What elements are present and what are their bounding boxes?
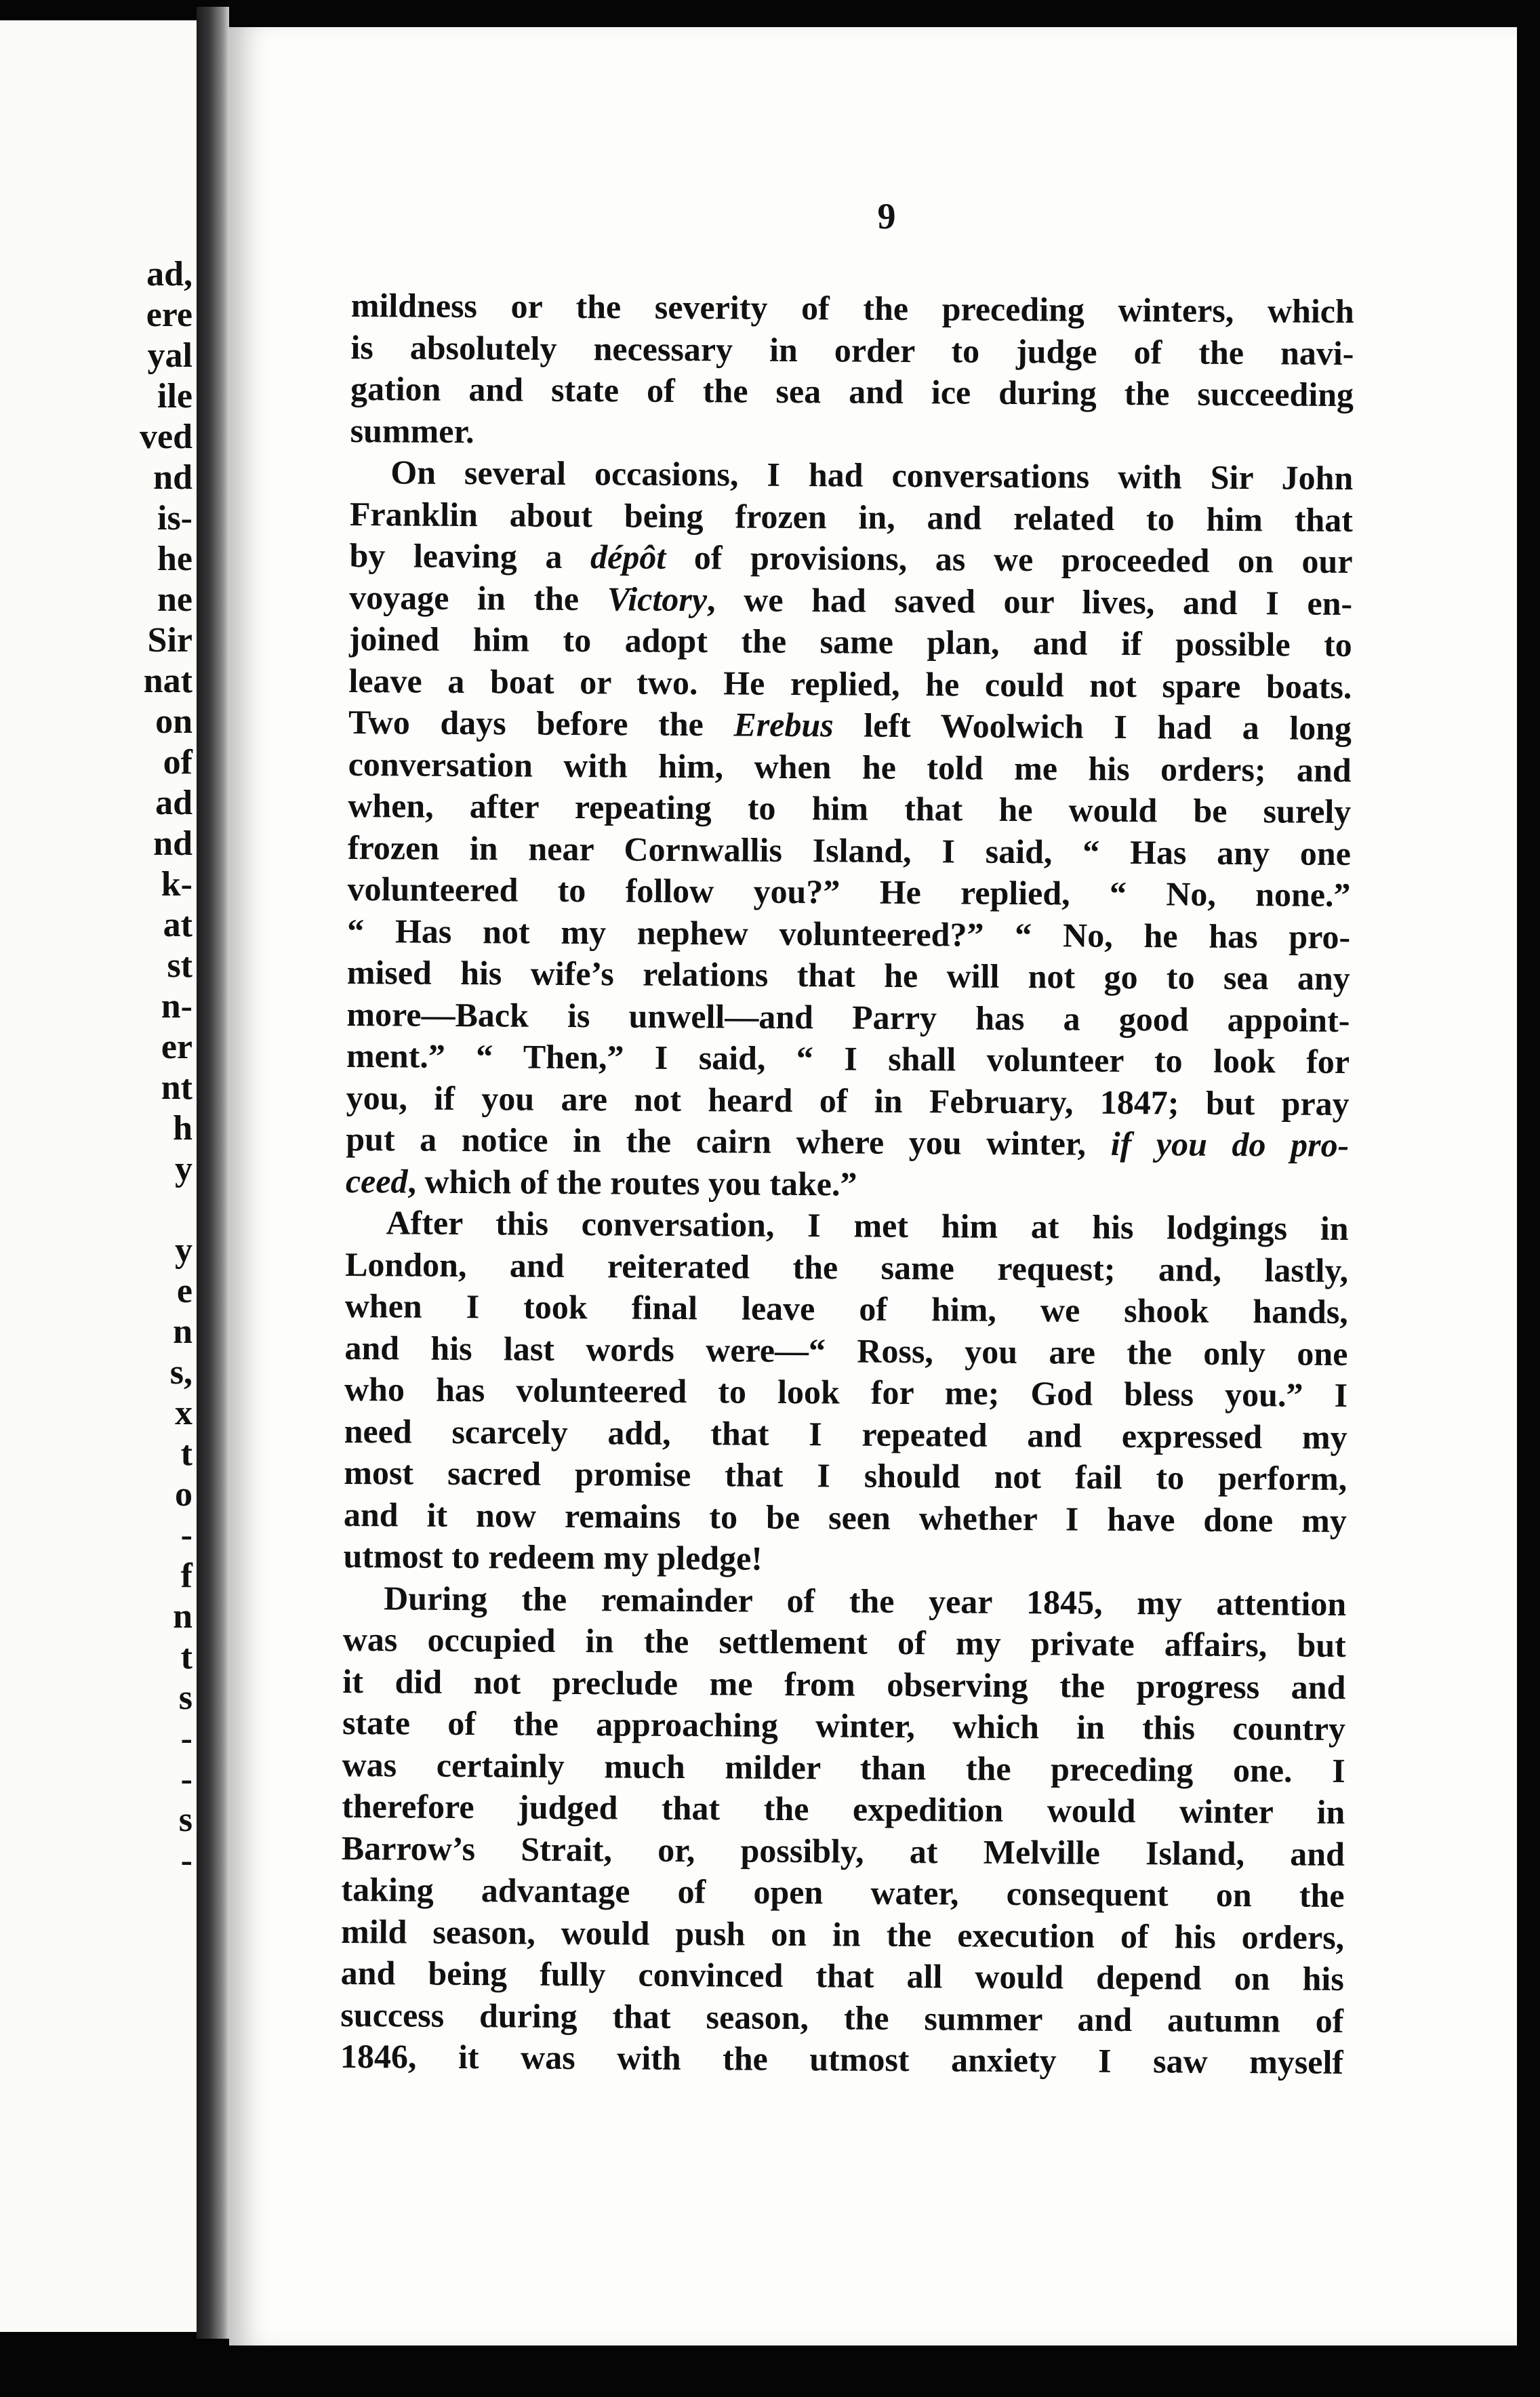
text-line bbox=[347, 910, 1350, 958]
text-line bbox=[342, 1702, 1345, 1750]
text-line bbox=[350, 493, 1353, 541]
facing-page-fragment: e bbox=[176, 1272, 192, 1310]
text-line bbox=[342, 1660, 1345, 1708]
text-line bbox=[346, 993, 1350, 1041]
facing-page-fragment: y bbox=[175, 1231, 192, 1270]
text-segment: joined him to adopt the same plan, and if possible to bbox=[348, 619, 1352, 664]
facing-page-fragment: - bbox=[180, 1760, 192, 1798]
text-segment: volunteered to follow you?” He replied, “ No, none.” bbox=[347, 869, 1351, 914]
facing-page-fragment: nat bbox=[143, 662, 192, 700]
text-segment: , we had saved our lives, and I en- bbox=[706, 580, 1353, 622]
text-line bbox=[350, 451, 1353, 500]
facing-page-fragment: o bbox=[175, 1475, 192, 1514]
facing-page-fragment: s, bbox=[169, 1353, 192, 1392]
text-line bbox=[345, 1243, 1348, 1291]
facing-page-fragment: s bbox=[178, 1678, 192, 1717]
italic-text: Erebus bbox=[733, 705, 834, 744]
text-line bbox=[350, 326, 1354, 374]
facing-page-fragment: t bbox=[180, 1638, 192, 1676]
facing-page-fragment: yal bbox=[147, 336, 192, 375]
text-segment: leave a boat or two. He replied, he could not spare boats. bbox=[348, 661, 1352, 706]
text-segment: London, and reiterated the same request; and, lastly, bbox=[345, 1245, 1349, 1289]
facing-page-fragment: k- bbox=[161, 865, 192, 904]
facing-page-fragment: ved bbox=[140, 418, 192, 456]
italic-text: if you do pro- bbox=[1110, 1124, 1350, 1165]
text-line bbox=[340, 1994, 1343, 2042]
italic-text: ceed bbox=[345, 1161, 408, 1201]
facing-page-fragment: n- bbox=[161, 987, 192, 1026]
text-line bbox=[344, 1327, 1348, 1375]
text-segment: conversation with him, when he told me his orders; and bbox=[348, 744, 1352, 789]
book-gutter bbox=[197, 7, 229, 2339]
text-segment: taking advantage of open water, consequent on the bbox=[341, 1870, 1345, 1914]
text-line bbox=[343, 1577, 1346, 1625]
text-line bbox=[344, 1410, 1347, 1458]
text-line bbox=[347, 868, 1350, 916]
italic-text: dépôt bbox=[590, 538, 666, 576]
text-segment: Barrow’s Strait, or, possibly, at Melville Island, and bbox=[341, 1828, 1345, 1873]
facing-page-fragment: nt bbox=[161, 1068, 192, 1107]
text-segment: 1846, it was with the utmost anxiety I saw myself bbox=[340, 2036, 1344, 2081]
facing-page-text-fragments bbox=[115, 254, 197, 1881]
text-line bbox=[348, 660, 1352, 708]
text-segment: mised his wife’s relations that he will not go to sea any bbox=[346, 952, 1350, 998]
text-line bbox=[349, 618, 1352, 666]
text-line bbox=[341, 1910, 1344, 1958]
text-segment: gation and state of the sea and ice during the succeeding bbox=[350, 369, 1354, 414]
text-line bbox=[346, 1076, 1349, 1125]
text-segment: mildness or the severity of the preceding winters, which bbox=[350, 285, 1354, 331]
text-segment: utmost to redeem my pledge! bbox=[343, 1536, 763, 1577]
text-line bbox=[344, 1452, 1347, 1500]
book-page bbox=[229, 27, 1517, 2345]
text-segment: , which of the routes you take.” bbox=[407, 1162, 857, 1203]
text-segment: During the remainder of the year 1845, my attention bbox=[383, 1578, 1347, 1623]
text-line bbox=[343, 1535, 1346, 1584]
facing-page-fragment bbox=[115, 1190, 197, 1230]
text-segment: more—Back is unwell—and Parry has a good appoint- bbox=[346, 994, 1350, 1039]
text-segment: was occupied in the settlement of my private affairs, but bbox=[342, 1619, 1346, 1665]
text-line bbox=[342, 1786, 1345, 1834]
text-segment: when, after repeating to him that he would be surely bbox=[348, 786, 1352, 831]
text-segment: you, if you are not heard of in February, 1847; but pray bbox=[346, 1078, 1350, 1123]
facing-page-fragment: Sir bbox=[147, 621, 192, 660]
page-body-text bbox=[340, 285, 1354, 2083]
facing-page-fragment: at bbox=[163, 906, 192, 944]
facing-page-fragment: y bbox=[175, 1150, 192, 1188]
text-segment: when I took final leave of him, we shook hands, bbox=[344, 1286, 1348, 1331]
facing-page-fragment: st bbox=[167, 946, 192, 985]
text-segment: was certainly much milder than the preceding one. I bbox=[342, 1745, 1345, 1790]
text-line bbox=[349, 535, 1352, 583]
text-segment: “ Has not my nephew volunteered?” “ No, he has pro- bbox=[347, 911, 1351, 956]
text-segment: and it now remains to be seen whether I have done my bbox=[343, 1495, 1348, 1539]
facing-page-fragment: nd bbox=[153, 458, 192, 497]
italic-text: Victory bbox=[607, 579, 708, 618]
text-line bbox=[345, 1202, 1348, 1250]
text-line bbox=[344, 1369, 1348, 1417]
text-line bbox=[346, 1119, 1349, 1167]
facing-page-fragment: n bbox=[173, 1597, 192, 1636]
facing-page-fragment: he bbox=[157, 540, 192, 578]
text-line bbox=[343, 1619, 1346, 1667]
page-number: 9 bbox=[877, 196, 896, 237]
facing-page-fragment: on bbox=[155, 702, 192, 741]
text-segment: left Woolwich I had a long bbox=[833, 706, 1352, 748]
facing-page-fragment: t bbox=[180, 1434, 192, 1473]
text-line bbox=[342, 1827, 1345, 1875]
text-line bbox=[341, 1952, 1344, 2000]
text-segment: On several occasions, I had conversations with Sir John bbox=[390, 453, 1354, 498]
text-segment: and being fully convinced that all would depend on his bbox=[340, 1953, 1344, 1998]
text-segment: ment.” “ Then,” I said, “ I shall volunteer to look for bbox=[346, 1036, 1350, 1081]
facing-page bbox=[0, 20, 197, 2332]
text-segment: it did not preclude me from observing the progress and bbox=[342, 1661, 1346, 1706]
text-segment: who has volunteered to look for me; God bless you.” I bbox=[344, 1369, 1348, 1415]
facing-page-fragment: ne bbox=[157, 580, 192, 619]
text-line bbox=[349, 576, 1352, 624]
text-line bbox=[342, 1744, 1345, 1792]
text-segment: need scarcely add, that I repeated and expressed my bbox=[344, 1411, 1348, 1456]
text-segment: After this conversation, I met him at his lodgings in bbox=[386, 1203, 1349, 1248]
facing-page-fragment: nd bbox=[153, 824, 192, 863]
text-line bbox=[348, 785, 1351, 833]
facing-page-fragment: ad bbox=[155, 784, 192, 822]
text-segment: of provisions, as we proceeded on our bbox=[666, 538, 1353, 581]
facing-page-fragment: ile bbox=[157, 377, 192, 416]
facing-page-fragment: is- bbox=[157, 499, 192, 538]
text-segment: put a notice in the cairn where you winter, bbox=[346, 1119, 1111, 1163]
facing-page-fragment: h bbox=[173, 1109, 192, 1148]
text-line bbox=[341, 1869, 1344, 1917]
text-segment: frozen in near Cornwallis Island, I said, “ Has any one bbox=[347, 828, 1352, 872]
text-line bbox=[346, 1035, 1350, 1083]
text-line bbox=[347, 952, 1350, 1000]
facing-page-fragment: f bbox=[180, 1556, 192, 1595]
text-segment: state of the approaching winter, which in this country bbox=[342, 1703, 1346, 1748]
facing-page-fragment: of bbox=[163, 743, 192, 782]
facing-page-fragment: - bbox=[180, 1516, 192, 1554]
text-segment: and his last words were—“ Ross, you are the only one bbox=[344, 1328, 1348, 1373]
text-segment: most sacred promise that I should not fail to perform, bbox=[344, 1453, 1348, 1498]
text-segment: Franklin about being frozen in, and related to him that bbox=[349, 494, 1354, 539]
text-line bbox=[350, 409, 1353, 458]
text-line bbox=[345, 1285, 1348, 1333]
text-segment: by leaving a bbox=[349, 536, 591, 576]
text-segment: voyage in the bbox=[349, 578, 607, 618]
text-line bbox=[348, 702, 1352, 750]
text-line bbox=[351, 285, 1354, 333]
facing-page-fragment: - bbox=[180, 1719, 192, 1758]
text-line bbox=[344, 1493, 1347, 1542]
facing-page-fragment: ad, bbox=[146, 255, 192, 294]
text-segment: therefore judged that the expedition would winter in bbox=[342, 1786, 1345, 1831]
facing-page-fragment: s bbox=[178, 1800, 192, 1839]
text-segment: is absolutely necessary in order to judge of the navi- bbox=[350, 327, 1354, 372]
text-segment: mild season, would push on in the execution of his orders, bbox=[340, 1912, 1345, 1956]
facing-page-fragment: - bbox=[180, 1841, 192, 1880]
facing-page-fragment: n bbox=[173, 1312, 192, 1351]
text-line bbox=[348, 743, 1351, 791]
text-line bbox=[346, 1160, 1349, 1208]
text-line bbox=[348, 826, 1351, 874]
facing-page-fragment: x bbox=[175, 1394, 192, 1432]
text-segment: summer. bbox=[350, 411, 474, 450]
facing-page-fragment: ere bbox=[146, 296, 192, 334]
text-line bbox=[340, 2036, 1343, 2084]
text-line bbox=[350, 368, 1354, 416]
facing-page-fragment: er bbox=[161, 1028, 192, 1066]
text-segment: Two days before the bbox=[348, 702, 734, 744]
text-segment: success during that season, the summer and autumn of bbox=[340, 1995, 1344, 2040]
